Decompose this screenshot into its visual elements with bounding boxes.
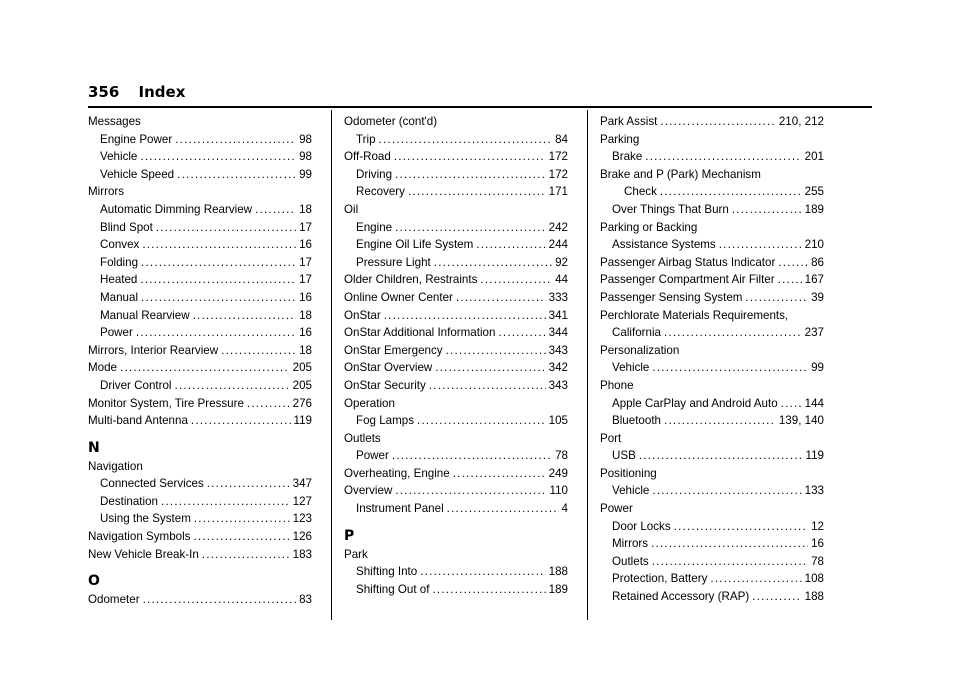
dot-leader <box>429 377 546 395</box>
index-entry <box>600 359 824 377</box>
index-entry-page: 110 <box>549 484 568 498</box>
index-entry-page: 78 <box>811 554 824 568</box>
index-entry <box>600 482 824 500</box>
dot-leader <box>379 131 553 149</box>
dot-leader <box>498 324 545 342</box>
index-entry-name: Online Owner Center <box>344 290 453 304</box>
index-entry-page: 205 <box>292 361 312 375</box>
index-entry-name: Engine Oil Life System <box>356 238 474 252</box>
index-entry-name: Vehicle <box>100 150 138 164</box>
index-entry <box>600 113 824 131</box>
index-entry-name: Convex <box>100 238 140 252</box>
index-entry-name: Door Locks <box>612 519 671 533</box>
dot-leader <box>194 510 290 528</box>
index-entry <box>88 289 312 307</box>
index-entry <box>344 342 568 360</box>
index-heading: Parking <box>600 132 640 146</box>
dot-leader <box>395 219 546 237</box>
index-entry-page: 126 <box>292 530 312 544</box>
index-entry-name: Over Things That Burn <box>612 202 729 216</box>
index-entry-page: 105 <box>548 414 568 428</box>
dot-leader <box>664 412 776 430</box>
index-heading: Parking or Backing <box>600 220 698 234</box>
index-entry-page: 92 <box>555 255 568 269</box>
dot-leader <box>446 342 546 360</box>
index-entry <box>344 563 568 581</box>
dot-leader <box>140 148 296 166</box>
index-entry-name: Monitor System, Tire Pressure <box>88 396 244 410</box>
index-entry-page: 144 <box>804 396 824 410</box>
index-entry <box>344 307 568 325</box>
index-entry <box>600 324 824 342</box>
page-title: Index <box>138 83 186 101</box>
index-entry-page: 86 <box>811 255 824 269</box>
index-entry <box>344 148 568 166</box>
dot-leader <box>120 359 290 377</box>
index-entry <box>600 201 824 219</box>
dot-leader <box>161 493 290 511</box>
index-entry <box>88 528 312 546</box>
index-entry <box>600 395 824 413</box>
index-entry-page: 98 <box>299 150 312 164</box>
index-entry-name: Protection, Battery <box>612 572 708 586</box>
index-entry-name: Fog Lamps <box>356 414 414 428</box>
dot-leader <box>141 254 296 272</box>
index-entry-page: 123 <box>292 512 312 526</box>
index-entry <box>600 236 824 254</box>
index-section-letter: P <box>344 527 355 544</box>
dot-leader <box>140 271 296 289</box>
index-heading: Power <box>600 502 633 516</box>
index-entry <box>88 254 312 272</box>
index-entry-page: 83 <box>299 593 312 607</box>
index-entry <box>344 482 568 500</box>
index-entry-page: 343 <box>548 343 568 357</box>
dot-leader <box>395 482 546 500</box>
index-entry <box>600 289 824 307</box>
dot-leader <box>136 324 296 342</box>
index-entry-name: Park Assist <box>600 115 658 128</box>
dot-leader <box>745 289 808 307</box>
index-entry-name: OnStar <box>344 308 381 322</box>
index-entry-page: 99 <box>299 167 312 181</box>
index-entry-page: 17 <box>299 220 312 234</box>
index-entry-page: 16 <box>299 290 312 304</box>
dot-leader <box>652 553 808 571</box>
index-entry <box>344 289 568 307</box>
index-entry-name: Mirrors, Interior Rearview <box>88 343 219 357</box>
index-entry-page: 242 <box>548 220 568 234</box>
index-column-2 <box>344 113 568 598</box>
dot-leader <box>456 289 546 307</box>
page-number: 356 <box>88 83 120 101</box>
index-entry-name: OnStar Security <box>344 378 426 392</box>
index-entry <box>600 518 824 536</box>
dot-leader <box>175 377 290 395</box>
index-entry <box>88 510 312 528</box>
index-entry-page: 167 <box>804 273 824 287</box>
index-entry <box>88 342 312 360</box>
index-entry-name: Connected Services <box>100 477 204 491</box>
index-entry <box>88 493 312 511</box>
dot-leader <box>732 201 802 219</box>
index-heading: Odometer (cont'd) <box>344 115 438 128</box>
index-entry-name: OnStar Emergency <box>344 343 443 357</box>
index-entry-page: 108 <box>804 572 824 586</box>
dot-leader <box>177 166 296 184</box>
index-entry <box>88 395 312 413</box>
dot-leader <box>395 166 546 184</box>
index-entry-page: 255 <box>804 185 824 199</box>
index-entry-name: Engine <box>356 220 393 234</box>
index-entry <box>88 307 312 325</box>
index-entry-name: Power <box>100 326 133 340</box>
index-entry-page: 139, 140 <box>778 414 824 428</box>
index-heading: Oil <box>344 202 359 216</box>
index-entry-page: 18 <box>299 343 312 357</box>
index-entry <box>344 166 568 184</box>
index-entry <box>344 447 568 465</box>
index-entry-name: OnStar Overview <box>344 361 433 375</box>
index-entry-page: 347 <box>292 477 312 491</box>
index-entry-page: 4 <box>561 502 568 516</box>
dot-leader <box>141 289 296 307</box>
index-entry-page: 171 <box>548 185 568 199</box>
dot-leader <box>652 359 808 377</box>
dot-leader <box>710 570 801 588</box>
dot-leader <box>752 588 801 606</box>
dot-leader <box>221 342 296 360</box>
index-entry-page: 16 <box>299 326 312 340</box>
index-entry-name: Passenger Sensing System <box>600 290 743 304</box>
index-entry <box>88 201 312 219</box>
dot-leader <box>384 307 546 325</box>
index-entry-page: 78 <box>555 449 568 463</box>
index-entry-name: Mode <box>88 361 118 375</box>
index-section-letter: N <box>88 439 100 456</box>
index-heading: Outlets <box>344 431 381 445</box>
index-entry-name: Instrument Panel <box>356 502 444 516</box>
dot-leader <box>639 447 803 465</box>
index-entry-name: Power <box>356 449 389 463</box>
dot-leader <box>142 236 296 254</box>
index-entry-name: Check <box>624 185 657 199</box>
index-entry <box>600 535 824 553</box>
index-entry-page: 16 <box>299 238 312 252</box>
index-entry-page: 39 <box>811 290 824 304</box>
index-entry-name: Pressure Light <box>356 255 431 269</box>
index-entry-page: 127 <box>292 494 312 508</box>
index-entry-page: 189 <box>548 582 568 596</box>
index-heading: Brake and P (Park) Mechanism <box>600 167 761 181</box>
index-entry <box>88 166 312 184</box>
dot-leader <box>175 131 296 149</box>
index-entry-page: 84 <box>555 132 568 146</box>
index-entry-page: 133 <box>804 484 824 498</box>
index-entry-name: Overview <box>344 484 393 498</box>
index-entry-name: Driving <box>356 167 393 181</box>
index-entry <box>600 588 824 606</box>
dot-leader <box>247 395 290 413</box>
dot-leader <box>143 591 297 609</box>
index-entry-name: New Vehicle Break-In <box>88 547 199 561</box>
dot-leader <box>781 395 802 413</box>
index-entry <box>344 500 568 518</box>
index-entry-name: Shifting Into <box>356 565 418 579</box>
index-entry-name: Multi-band Antenna <box>88 414 188 428</box>
dot-leader <box>719 236 802 254</box>
index-entry-name: Older Children, Restraints <box>344 273 478 287</box>
index-entry <box>344 131 568 149</box>
index-entry-name: Vehicle <box>612 484 650 498</box>
index-entry <box>88 236 312 254</box>
index-entry <box>88 271 312 289</box>
index-entry-name: Manual Rearview <box>100 308 190 322</box>
index-entry-page: 333 <box>548 290 568 304</box>
index-entry-name: Mirrors <box>612 537 649 551</box>
index-entry <box>88 131 312 149</box>
index-entry <box>344 271 568 289</box>
index-heading: Phone <box>600 378 634 392</box>
index-entry-name: Vehicle <box>612 361 650 375</box>
index-entry <box>344 219 568 237</box>
index-entry-page: 276 <box>292 396 312 410</box>
index-heading: Park <box>344 547 368 561</box>
index-heading: Perchlorate Materials Requirements, <box>600 308 789 322</box>
index-entry <box>600 271 824 289</box>
index-entry-name: Manual <box>100 290 139 304</box>
index-entry-page: 18 <box>299 202 312 216</box>
dot-leader <box>476 236 545 254</box>
index-entry <box>600 553 824 571</box>
dot-leader <box>453 465 546 483</box>
index-entry-page: 344 <box>548 326 568 340</box>
page-header <box>88 83 185 101</box>
index-entry-page: 17 <box>299 255 312 269</box>
dot-leader <box>417 412 546 430</box>
dot-leader <box>434 254 552 272</box>
index-entry-name: Assistance Systems <box>612 238 716 252</box>
index-entry-name: Shifting Out of <box>356 582 430 596</box>
index-entry-name: Outlets <box>612 554 649 568</box>
index-entry <box>88 412 312 430</box>
index-entry-page: 99 <box>811 361 824 375</box>
index-entry-name: Overheating, Engine <box>344 466 450 480</box>
index-section-letter: O <box>88 573 100 590</box>
index-entry-name: Vehicle Speed <box>100 167 175 181</box>
index-entry <box>344 236 568 254</box>
index-entry-page: 210 <box>804 238 824 252</box>
index-entry-page: 188 <box>804 590 824 604</box>
index-entry-page: 17 <box>299 273 312 287</box>
index-entry <box>88 377 312 395</box>
index-entry <box>88 324 312 342</box>
index-heading: Personalization <box>600 343 680 357</box>
index-entry <box>600 447 824 465</box>
dot-leader <box>651 535 808 553</box>
index-entry-page: 237 <box>804 326 824 340</box>
dot-leader <box>660 183 802 201</box>
index-entry-name: Using the System <box>100 512 191 526</box>
index-entry <box>600 570 824 588</box>
dot-leader <box>191 412 291 430</box>
index-entry-page: 12 <box>811 519 824 533</box>
index-entry <box>600 183 824 201</box>
index-entry-name: Driver Control <box>100 378 172 392</box>
index-entry-page: 249 <box>548 466 568 480</box>
index-entry-page: 172 <box>548 167 568 181</box>
dot-leader <box>156 219 296 237</box>
index-heading: Operation <box>344 396 395 410</box>
index-entry-page: 205 <box>292 378 312 392</box>
dot-leader <box>447 500 559 518</box>
index-entry-name: Off-Road <box>344 150 391 164</box>
index-entry <box>88 475 312 493</box>
dot-leader <box>255 201 296 219</box>
index-entry-page: 119 <box>293 414 312 428</box>
dot-leader <box>652 482 801 500</box>
index-entry-page: 188 <box>548 565 568 579</box>
index-entry-name: Retained Accessory (RAP) <box>612 590 750 604</box>
index-entry <box>88 546 312 564</box>
index-entry-name: California <box>612 326 661 340</box>
index-entry <box>344 581 568 599</box>
index-entry <box>88 591 312 609</box>
dot-leader <box>207 475 290 493</box>
index-entry-name: Apple CarPlay and Android Auto <box>612 396 778 410</box>
index-entry <box>344 324 568 342</box>
index-entry <box>344 377 568 395</box>
index-entry-name: Bluetooth <box>612 414 661 428</box>
index-entry-page: 343 <box>548 378 568 392</box>
index-entry-page: 341 <box>548 308 568 322</box>
index-entry <box>600 412 824 430</box>
index-entry-name: USB <box>612 449 636 463</box>
index-entry-name: Automatic Dimming Rearview <box>100 202 253 216</box>
index-entry <box>344 183 568 201</box>
header-rule <box>88 106 872 108</box>
dot-leader <box>202 546 290 564</box>
index-entry-name: Passenger Compartment Air Filter <box>600 273 775 287</box>
dot-leader <box>645 148 801 166</box>
index-entry-name: Recovery <box>356 185 405 199</box>
dot-leader <box>664 324 802 342</box>
dot-leader <box>660 113 776 131</box>
index-entry-page: 210, 212 <box>778 115 824 128</box>
index-entry-name: Destination <box>100 494 159 508</box>
dot-leader <box>480 271 552 289</box>
index-entry <box>344 465 568 483</box>
index-entry-page: 18 <box>299 308 312 322</box>
index-heading: Mirrors <box>88 185 125 199</box>
index-heading: Port <box>600 431 622 445</box>
dot-leader <box>394 148 546 166</box>
index-entry-name: Trip <box>356 132 376 146</box>
index-entry <box>88 359 312 377</box>
index-entry-page: 119 <box>805 449 824 463</box>
index-entry-page: 244 <box>548 238 568 252</box>
index-entry <box>344 412 568 430</box>
dot-leader <box>778 271 802 289</box>
dot-leader <box>420 563 545 581</box>
index-entry-name: Folding <box>100 255 139 269</box>
dot-leader <box>432 581 545 599</box>
index-entry-page: 98 <box>299 132 312 146</box>
dot-leader <box>193 528 289 546</box>
dot-leader <box>392 447 552 465</box>
dot-leader <box>435 359 545 377</box>
index-entry <box>88 219 312 237</box>
index-column-1 <box>88 113 312 609</box>
dot-leader <box>408 183 546 201</box>
index-entry-name: Odometer <box>88 593 140 607</box>
index-heading: Navigation <box>88 459 143 473</box>
index-column-3 <box>600 113 824 606</box>
index-entry-name: Navigation Symbols <box>88 530 191 544</box>
index-entry-name: Brake <box>612 150 643 164</box>
index-entry <box>88 148 312 166</box>
index-entry-page: 44 <box>555 273 568 287</box>
index-entry <box>600 148 824 166</box>
index-entry-page: 16 <box>811 537 824 551</box>
index-entry-name: Heated <box>100 273 138 287</box>
index-entry-name: OnStar Additional Information <box>344 326 496 340</box>
index-heading: Positioning <box>600 466 657 480</box>
index-entry-page: 201 <box>804 150 824 164</box>
dot-leader <box>778 254 808 272</box>
index-entry-page: 342 <box>548 361 568 375</box>
index-entry <box>600 254 824 272</box>
index-entry-page: 189 <box>804 202 824 216</box>
column-divider-2 <box>587 110 588 620</box>
index-entry-name: Blind Spot <box>100 220 153 234</box>
index-entry-page: 172 <box>548 150 568 164</box>
column-divider-1 <box>331 110 332 620</box>
index-entry <box>344 254 568 272</box>
index-entry-name: Engine Power <box>100 132 173 146</box>
index-entry <box>344 359 568 377</box>
index-heading: Messages <box>88 115 141 128</box>
index-entry-name: Passenger Airbag Status Indicator <box>600 255 776 269</box>
dot-leader <box>674 518 808 536</box>
index-entry-page: 183 <box>292 547 312 561</box>
dot-leader <box>193 307 297 325</box>
